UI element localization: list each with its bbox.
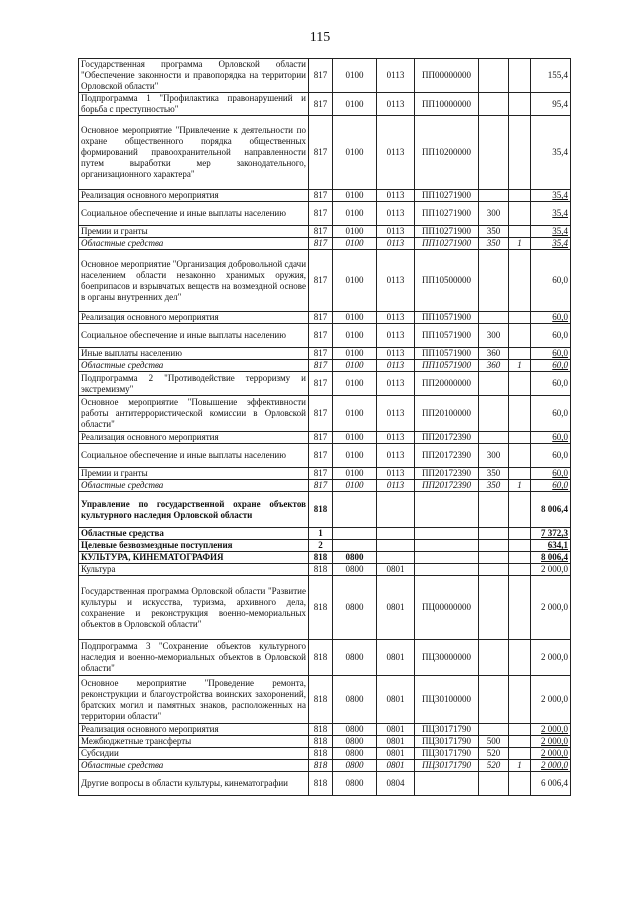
cell-grbs: 818 xyxy=(309,724,333,736)
cell-src xyxy=(509,202,531,226)
cell-sum: 2 000,0 xyxy=(531,640,571,676)
cell-sum: 2 000,0 xyxy=(531,760,571,772)
cell-csr xyxy=(415,492,479,528)
cell-grbs: 817 xyxy=(309,93,333,116)
table-row xyxy=(79,250,571,312)
cell-src xyxy=(509,736,531,748)
cell-rzpr: 0100 xyxy=(333,116,377,190)
cell-rzpr: 0800 xyxy=(333,640,377,676)
cell-rzpr: 0100 xyxy=(333,396,377,432)
cell-ps: 0113 xyxy=(377,250,415,312)
cell-vr xyxy=(479,552,509,564)
cell-csr: ПП20172390 xyxy=(415,432,479,444)
cell-grbs: 818 xyxy=(309,564,333,576)
cell-rzpr: 0800 xyxy=(333,760,377,772)
cell-grbs: 817 xyxy=(309,360,333,372)
cell-sum: 634,1 xyxy=(531,540,571,552)
cell-rzpr: 0800 xyxy=(333,552,377,564)
cell-ps: 0113 xyxy=(377,348,415,360)
table-row xyxy=(79,676,571,724)
cell-src xyxy=(509,116,531,190)
cell-name: Субсидии xyxy=(79,748,309,760)
cell-grbs: 2 xyxy=(309,540,333,552)
cell-rzpr: 0100 xyxy=(333,202,377,226)
table-row xyxy=(79,576,571,640)
cell-vr xyxy=(479,250,509,312)
cell-ps: 0801 xyxy=(377,564,415,576)
budget-table xyxy=(78,58,571,796)
cell-name: Культура xyxy=(79,564,309,576)
cell-grbs: 818 xyxy=(309,760,333,772)
cell-csr xyxy=(415,564,479,576)
cell-rzpr: 0100 xyxy=(333,468,377,480)
cell-name: Областные средства xyxy=(79,528,309,540)
page-number: 115 xyxy=(309,30,331,45)
cell-grbs: 817 xyxy=(309,348,333,360)
cell-vr xyxy=(479,59,509,93)
cell-sum: 60,0 xyxy=(531,372,571,396)
cell-sum: 8 006,4 xyxy=(531,552,571,564)
cell-sum: 7 372,3 xyxy=(531,528,571,540)
cell-sum: 60,0 xyxy=(531,432,571,444)
cell-name: Подпрограмма 1 "Профилактика правонарушений и борьба с преступностью" xyxy=(79,93,309,116)
cell-src xyxy=(509,250,531,312)
cell-src xyxy=(509,396,531,432)
cell-vr xyxy=(479,432,509,444)
table-row xyxy=(79,528,571,540)
cell-rzpr xyxy=(333,540,377,552)
cell-name: Основное мероприятие "Привлечение к деятельности по охране общественного порядка общественных формирований правоохранительной направленности путем выработки мер законодательного, организационного характера" xyxy=(79,116,309,190)
cell-csr: ПП20172390 xyxy=(415,444,479,468)
cell-sum: 2 000,0 xyxy=(531,564,571,576)
cell-name: Основное мероприятие "Проведение ремонта, реконструкции и благоустройства воинских захоронений, братских могил и памятных знаков, расположенных на территории области" xyxy=(79,676,309,724)
cell-vr xyxy=(479,312,509,324)
cell-sum: 60,0 xyxy=(531,348,571,360)
table-row xyxy=(79,552,571,564)
cell-grbs: 817 xyxy=(309,202,333,226)
cell-ps: 0804 xyxy=(377,772,415,796)
cell-rzpr xyxy=(333,492,377,528)
cell-sum: 60,0 xyxy=(531,360,571,372)
cell-grbs: 817 xyxy=(309,432,333,444)
cell-vr: 520 xyxy=(479,748,509,760)
cell-grbs: 817 xyxy=(309,372,333,396)
cell-grbs: 817 xyxy=(309,312,333,324)
cell-csr: ПП10271900 xyxy=(415,202,479,226)
cell-grbs: 818 xyxy=(309,748,333,760)
cell-rzpr: 0100 xyxy=(333,190,377,202)
cell-rzpr: 0800 xyxy=(333,576,377,640)
table-row xyxy=(79,748,571,760)
cell-csr: ПЦ30100000 xyxy=(415,676,479,724)
cell-vr xyxy=(479,396,509,432)
cell-grbs: 817 xyxy=(309,250,333,312)
cell-ps: 0113 xyxy=(377,238,415,250)
cell-rzpr: 0100 xyxy=(333,432,377,444)
cell-ps: 0113 xyxy=(377,360,415,372)
cell-csr xyxy=(415,528,479,540)
cell-vr: 360 xyxy=(479,348,509,360)
cell-grbs: 817 xyxy=(309,238,333,250)
cell-src xyxy=(509,676,531,724)
cell-name: КУЛЬТУРА, КИНЕМАТОГРАФИЯ xyxy=(79,552,309,564)
cell-rzpr: 0800 xyxy=(333,724,377,736)
cell-src: 1 xyxy=(509,238,531,250)
cell-sum: 60,0 xyxy=(531,444,571,468)
cell-name: Управление по государственной охране объектов культурного наследия Орловской области xyxy=(79,492,309,528)
cell-vr: 360 xyxy=(479,360,509,372)
cell-rzpr xyxy=(333,528,377,540)
cell-ps: 0113 xyxy=(377,190,415,202)
cell-name: Реализация основного мероприятия xyxy=(79,312,309,324)
cell-ps: 0113 xyxy=(377,226,415,238)
cell-sum: 95,4 xyxy=(531,93,571,116)
cell-vr xyxy=(479,772,509,796)
cell-grbs: 817 xyxy=(309,190,333,202)
cell-vr: 300 xyxy=(479,444,509,468)
cell-vr: 350 xyxy=(479,468,509,480)
cell-vr xyxy=(479,93,509,116)
cell-src xyxy=(509,552,531,564)
cell-sum: 6 006,4 xyxy=(531,772,571,796)
cell-csr xyxy=(415,540,479,552)
cell-name: Государственная программа Орловской области "Обеспечение законности и правопорядка на территории Орловской области" xyxy=(79,59,309,93)
table-row xyxy=(79,640,571,676)
cell-ps: 0113 xyxy=(377,396,415,432)
cell-rzpr: 0800 xyxy=(333,676,377,724)
cell-csr xyxy=(415,552,479,564)
cell-csr: ПП10571900 xyxy=(415,348,479,360)
table-row xyxy=(79,190,571,202)
table-row xyxy=(79,724,571,736)
table-row xyxy=(79,238,571,250)
cell-grbs: 817 xyxy=(309,480,333,492)
cell-src xyxy=(509,444,531,468)
table-row xyxy=(79,540,571,552)
cell-sum: 2 000,0 xyxy=(531,724,571,736)
cell-sum: 60,0 xyxy=(531,480,571,492)
cell-vr xyxy=(479,372,509,396)
cell-csr: ПП20172390 xyxy=(415,480,479,492)
cell-grbs: 818 xyxy=(309,492,333,528)
cell-grbs: 817 xyxy=(309,59,333,93)
cell-csr: ПП10271900 xyxy=(415,226,479,238)
cell-name: Премии и гранты xyxy=(79,226,309,238)
cell-sum: 155,4 xyxy=(531,59,571,93)
table-row xyxy=(79,736,571,748)
cell-csr: ПЦ30000000 xyxy=(415,640,479,676)
cell-rzpr: 0100 xyxy=(333,59,377,93)
cell-name: Основное мероприятие "Организация добровольной сдачи населением области незаконно хранимых оружия, боеприпасов и взрывчатых веществ на возмездной основе в органы внутренних дел" xyxy=(79,250,309,312)
table-row xyxy=(79,468,571,480)
cell-ps: 0113 xyxy=(377,444,415,468)
cell-name: Подпрограмма 2 "Противодействие терроризму и экстремизму" xyxy=(79,372,309,396)
cell-src xyxy=(509,468,531,480)
cell-ps: 0113 xyxy=(377,432,415,444)
cell-csr: ПП00000000 xyxy=(415,59,479,93)
cell-src xyxy=(509,724,531,736)
cell-src xyxy=(509,540,531,552)
cell-vr xyxy=(479,564,509,576)
cell-sum: 35,4 xyxy=(531,190,571,202)
cell-name: Областные средства xyxy=(79,480,309,492)
cell-vr: 350 xyxy=(479,238,509,250)
cell-src xyxy=(509,59,531,93)
table-row xyxy=(79,432,571,444)
cell-ps: 0113 xyxy=(377,468,415,480)
cell-vr: 300 xyxy=(479,324,509,348)
cell-ps: 0113 xyxy=(377,312,415,324)
cell-csr: ПЦ00000000 xyxy=(415,576,479,640)
table-row xyxy=(79,772,571,796)
cell-src xyxy=(509,748,531,760)
cell-csr: ПП10271900 xyxy=(415,190,479,202)
cell-src xyxy=(509,312,531,324)
cell-csr xyxy=(415,772,479,796)
cell-rzpr: 0800 xyxy=(333,772,377,796)
cell-csr: ПП10571900 xyxy=(415,360,479,372)
cell-sum: 8 006,4 xyxy=(531,492,571,528)
cell-vr xyxy=(479,676,509,724)
table-row xyxy=(79,492,571,528)
cell-rzpr: 0800 xyxy=(333,748,377,760)
cell-sum: 2 000,0 xyxy=(531,676,571,724)
table-row xyxy=(79,202,571,226)
cell-name: Премии и гранты xyxy=(79,468,309,480)
cell-rzpr: 0100 xyxy=(333,93,377,116)
cell-vr: 300 xyxy=(479,202,509,226)
cell-grbs: 818 xyxy=(309,676,333,724)
cell-sum: 2 000,0 xyxy=(531,576,571,640)
cell-csr: ПЦ30171790 xyxy=(415,748,479,760)
cell-name: Реализация основного мероприятия xyxy=(79,724,309,736)
cell-rzpr: 0800 xyxy=(333,736,377,748)
cell-ps: 0801 xyxy=(377,576,415,640)
cell-name: Областные средства xyxy=(79,360,309,372)
cell-ps: 0801 xyxy=(377,676,415,724)
table-row xyxy=(79,372,571,396)
table-row xyxy=(79,444,571,468)
cell-sum: 35,4 xyxy=(531,202,571,226)
cell-src xyxy=(509,528,531,540)
cell-sum: 60,0 xyxy=(531,250,571,312)
cell-vr xyxy=(479,576,509,640)
cell-rzpr: 0100 xyxy=(333,312,377,324)
cell-csr: ПП10200000 xyxy=(415,116,479,190)
cell-csr: ПП10500000 xyxy=(415,250,479,312)
cell-src: 1 xyxy=(509,760,531,772)
table-row xyxy=(79,116,571,190)
cell-sum: 60,0 xyxy=(531,396,571,432)
cell-rzpr: 0100 xyxy=(333,238,377,250)
cell-vr xyxy=(479,528,509,540)
cell-name: Другие вопросы в области культуры, кинематографии xyxy=(79,772,309,796)
cell-vr xyxy=(479,190,509,202)
cell-src xyxy=(509,226,531,238)
cell-csr: ПП20000000 xyxy=(415,372,479,396)
cell-ps: 0801 xyxy=(377,748,415,760)
cell-csr: ПП10271900 xyxy=(415,238,479,250)
cell-sum: 60,0 xyxy=(531,468,571,480)
table-row xyxy=(79,226,571,238)
cell-src xyxy=(509,190,531,202)
cell-sum: 60,0 xyxy=(531,324,571,348)
cell-rzpr: 0100 xyxy=(333,444,377,468)
cell-rzpr: 0100 xyxy=(333,324,377,348)
cell-vr: 500 xyxy=(479,736,509,748)
cell-grbs: 818 xyxy=(309,552,333,564)
cell-ps xyxy=(377,540,415,552)
cell-ps: 0801 xyxy=(377,760,415,772)
table-row xyxy=(79,59,571,93)
cell-ps: 0113 xyxy=(377,372,415,396)
cell-grbs: 818 xyxy=(309,772,333,796)
cell-csr: ПЦ30171790 xyxy=(415,724,479,736)
cell-name: Социальное обеспечение и иные выплаты населению xyxy=(79,324,309,348)
cell-sum: 2 000,0 xyxy=(531,736,571,748)
cell-ps: 0113 xyxy=(377,480,415,492)
cell-src xyxy=(509,576,531,640)
cell-sum: 35,4 xyxy=(531,226,571,238)
cell-vr: 520 xyxy=(479,760,509,772)
cell-ps: 0113 xyxy=(377,202,415,226)
cell-vr: 350 xyxy=(479,480,509,492)
cell-ps: 0113 xyxy=(377,116,415,190)
cell-rzpr: 0100 xyxy=(333,480,377,492)
cell-ps: 0113 xyxy=(377,59,415,93)
cell-csr: ПП10571900 xyxy=(415,324,479,348)
table-row xyxy=(79,312,571,324)
cell-csr: ПП20100000 xyxy=(415,396,479,432)
cell-sum: 2 000,0 xyxy=(531,748,571,760)
cell-vr xyxy=(479,540,509,552)
cell-vr xyxy=(479,116,509,190)
cell-grbs: 817 xyxy=(309,468,333,480)
cell-name: Государственная программа Орловской области "Развитие культуры и искусства, туризма, архивного дела, сохранение и реконструкция военно-мемориальных объектов в Орловской области" xyxy=(79,576,309,640)
cell-name: Реализация основного мероприятия xyxy=(79,190,309,202)
cell-vr xyxy=(479,640,509,676)
cell-name: Целевые безвозмездные поступления xyxy=(79,540,309,552)
cell-ps: 0113 xyxy=(377,93,415,116)
cell-name: Основное мероприятие "Повышение эффективности работы антитеррористической комиссии в Орловской области" xyxy=(79,396,309,432)
cell-rzpr: 0800 xyxy=(333,564,377,576)
cell-ps: 0801 xyxy=(377,640,415,676)
cell-src xyxy=(509,348,531,360)
cell-src xyxy=(509,640,531,676)
cell-name: Областные средства xyxy=(79,760,309,772)
cell-vr xyxy=(479,724,509,736)
cell-ps: 0801 xyxy=(377,736,415,748)
cell-src xyxy=(509,564,531,576)
cell-grbs: 818 xyxy=(309,736,333,748)
cell-csr: ПЦ30171790 xyxy=(415,760,479,772)
cell-ps: 0801 xyxy=(377,724,415,736)
cell-src xyxy=(509,772,531,796)
cell-rzpr: 0100 xyxy=(333,226,377,238)
cell-grbs: 817 xyxy=(309,116,333,190)
cell-grbs: 1 xyxy=(309,528,333,540)
cell-name: Реализация основного мероприятия xyxy=(79,432,309,444)
table-row xyxy=(79,348,571,360)
cell-src xyxy=(509,93,531,116)
cell-sum: 35,4 xyxy=(531,116,571,190)
cell-rzpr: 0100 xyxy=(333,250,377,312)
cell-ps xyxy=(377,552,415,564)
table-row xyxy=(79,760,571,772)
cell-src: 1 xyxy=(509,360,531,372)
cell-ps xyxy=(377,528,415,540)
cell-sum: 60,0 xyxy=(531,312,571,324)
cell-rzpr: 0100 xyxy=(333,360,377,372)
cell-csr: ПЦ30171790 xyxy=(415,736,479,748)
cell-grbs: 817 xyxy=(309,396,333,432)
cell-name: Социальное обеспечение и иные выплаты населению xyxy=(79,202,309,226)
cell-src xyxy=(509,372,531,396)
table-row xyxy=(79,564,571,576)
cell-grbs: 817 xyxy=(309,226,333,238)
cell-src xyxy=(509,324,531,348)
table-row xyxy=(79,396,571,432)
cell-sum: 35,4 xyxy=(531,238,571,250)
table-row xyxy=(79,93,571,116)
cell-src xyxy=(509,432,531,444)
cell-grbs: 818 xyxy=(309,576,333,640)
cell-ps xyxy=(377,492,415,528)
cell-csr: ПП20172390 xyxy=(415,468,479,480)
cell-src: 1 xyxy=(509,480,531,492)
cell-vr: 350 xyxy=(479,226,509,238)
cell-name: Межбюджетные трансферты xyxy=(79,736,309,748)
table-row xyxy=(79,480,571,492)
cell-ps: 0113 xyxy=(377,324,415,348)
cell-rzpr: 0100 xyxy=(333,372,377,396)
cell-name: Областные средства xyxy=(79,238,309,250)
cell-name: Подпрограмма 3 "Сохранение объектов культурного наследия и военно-мемориальных объектов в Орловской области" xyxy=(79,640,309,676)
cell-name: Иные выплаты населению xyxy=(79,348,309,360)
cell-grbs: 817 xyxy=(309,444,333,468)
cell-grbs: 817 xyxy=(309,324,333,348)
cell-src xyxy=(509,492,531,528)
table-row xyxy=(79,360,571,372)
cell-csr: ПП10000000 xyxy=(415,93,479,116)
cell-name: Социальное обеспечение и иные выплаты населению xyxy=(79,444,309,468)
cell-vr xyxy=(479,492,509,528)
cell-rzpr: 0100 xyxy=(333,348,377,360)
cell-grbs: 818 xyxy=(309,640,333,676)
cell-csr: ПП10571900 xyxy=(415,312,479,324)
table-row xyxy=(79,324,571,348)
